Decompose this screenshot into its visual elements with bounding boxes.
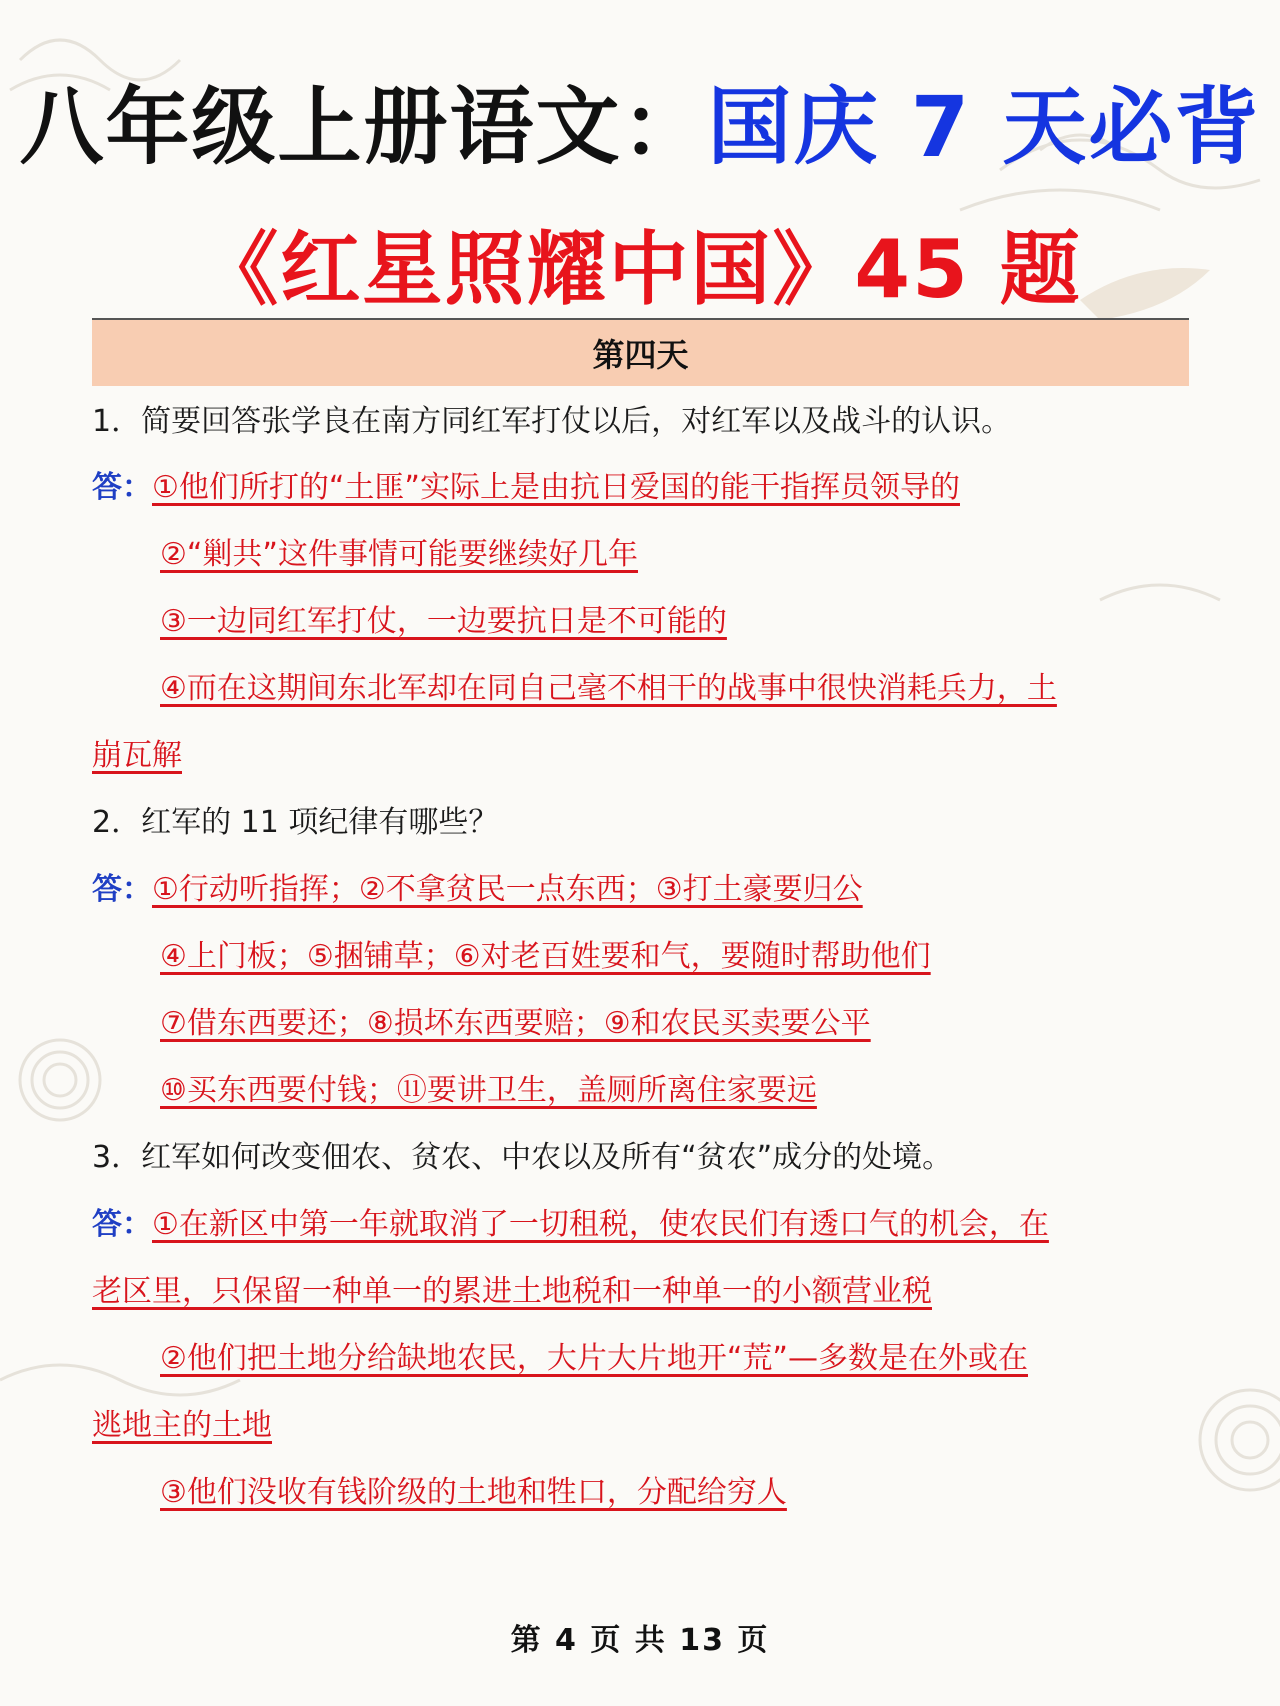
- answer-3-line-5: ③他们没收有钱阶级的土地和牲口，分配给穷人: [160, 1475, 787, 1510]
- answer-label: 答：: [92, 1207, 152, 1242]
- answer-text: ①在新区中第一年就取消了一切租税，使农民们有透口气的机会，在: [152, 1207, 1049, 1242]
- title-part1: 八年级上册语文：: [19, 78, 708, 176]
- answer-2-line-3: ⑦借东西要还；⑧损坏东西要赔；⑨和农民买卖要公平: [160, 1006, 871, 1041]
- day-header: 第四天: [92, 318, 1189, 386]
- answer-2-line-4: ⑩买东西要付钱；⑪要讲卫生，盖厕所离住家要远: [160, 1073, 817, 1108]
- answer-label: 答：: [92, 470, 152, 505]
- answer-3-line-3: ②他们把土地分给缺地农民，大片大片地开“荒”—多数是在外或在: [160, 1341, 1028, 1376]
- answer-text: ①他们所打的“土匪”实际上是由抗日爱国的能干指挥员领导的: [152, 470, 960, 505]
- answer-2-line-2: ④上门板；⑤捆铺草；⑥对老百姓要和气，要随时帮助他们: [160, 939, 931, 974]
- question-1: 1．简要回答张学良在南方同红军打仗以后，对红军以及战斗的认识。: [92, 404, 1012, 439]
- answer-1-line-5: 崩瓦解: [92, 738, 182, 773]
- answer-3-line-1: [92, 1203, 1049, 1247]
- question-3: 3．红军如何改变佃农、贫农、中农以及所有“贫农”成分的处境。: [92, 1140, 953, 1175]
- page-title: [0, 60, 1280, 181]
- title-part2: 国庆 7 天必背: [707, 78, 1261, 176]
- page-subtitle: 《红星照耀中国》45 题: [198, 223, 1082, 316]
- answer-text: ①行动听指挥；②不拿贫民一点东西；③打土豪要归公: [152, 872, 863, 907]
- answer-2-line-1: [92, 868, 863, 912]
- page-number: 第 4 页 共 13 页: [510, 1623, 770, 1658]
- answer-1-line-3: ③一边同红军打仗，一边要抗日是不可能的: [160, 604, 727, 639]
- answer-1-line-2: ②“剿共”这件事情可能要继续好几年: [160, 537, 638, 572]
- answer-3-line-4: 逃地主的土地: [92, 1408, 272, 1443]
- answer-label: 答：: [92, 872, 152, 907]
- question-2: 2．红军的 11 项纪律有哪些？: [92, 805, 499, 840]
- answer-3-line-2: 老区里，只保留一种单一的累进土地税和一种单一的小额营业税: [92, 1274, 932, 1309]
- answer-1-line-4: ④而在这期间东北军却在同自己毫不相干的战事中很快消耗兵力，土: [160, 671, 1057, 706]
- answer-1-line-1: [92, 466, 960, 510]
